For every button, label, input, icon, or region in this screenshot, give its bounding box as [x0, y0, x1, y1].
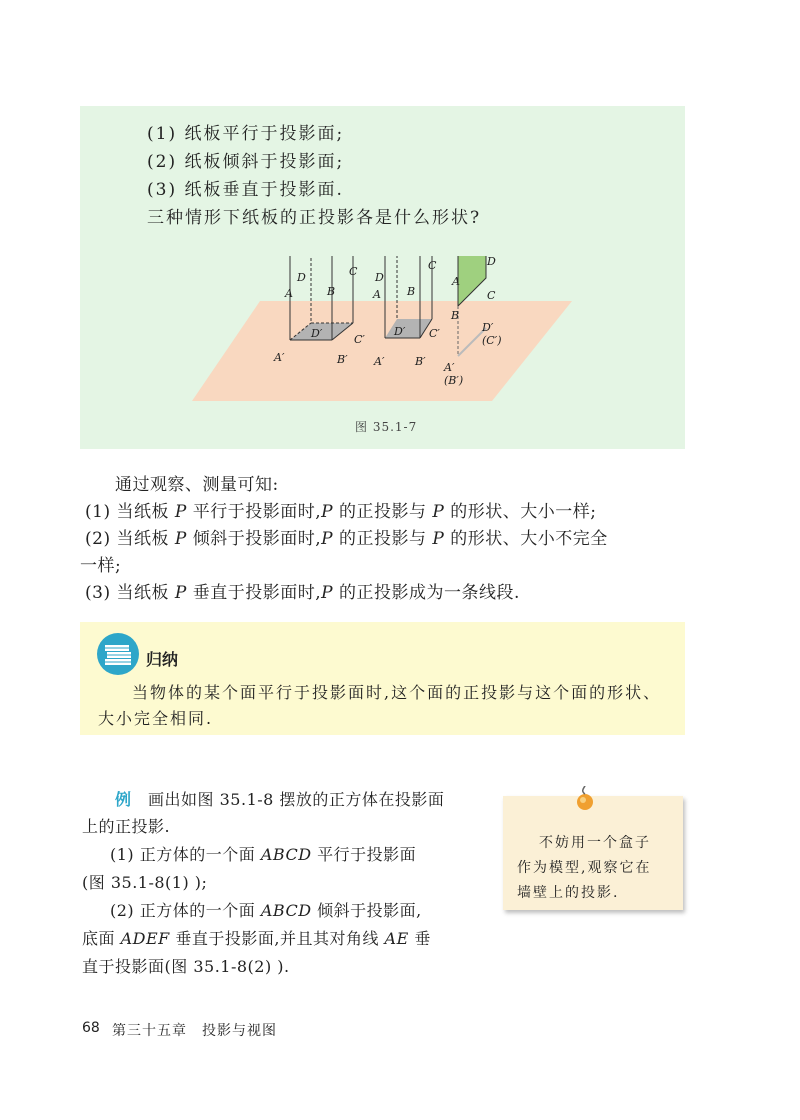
label-p3-B: B [451, 309, 460, 322]
observation-line-1: (1) 当纸板 P 平行于投影面时,P 的正投影与 P 的形状、大小一样; [85, 502, 597, 522]
activity-box [80, 106, 685, 449]
label-c2-C: C [428, 259, 437, 272]
activity-item-1: (1) 纸板平行于投影面; [147, 124, 345, 144]
summary-line-2: 大小完全相同. [98, 709, 214, 728]
observation-line-3: (3) 当纸板 P 垂直于投影面时,P 的正投影成为一条线段. [85, 583, 520, 603]
example-line-2: 上的正投影. [82, 817, 171, 836]
label-c2-A1: A′ [374, 355, 385, 368]
pushpin-icon [573, 786, 597, 814]
note-line-3: 墙壁上的投影. [517, 885, 620, 901]
label-c2-D: D [375, 271, 384, 284]
note-line-1: 不妨用一个盒子 [539, 835, 651, 851]
label-c2-C1: C′ [429, 327, 440, 340]
figure-caption: 图 35.1-7 [355, 420, 418, 434]
projection-plane [192, 301, 572, 401]
example-line-7: 直于投影面(图 35.1-8(2) ). [82, 957, 290, 976]
example-line-6: 底面 ADEF 垂直于投影面,并且其对角线 AE 垂 [82, 929, 431, 948]
book-stack-icon [96, 632, 140, 676]
label-c1-B: B [327, 285, 336, 298]
example-line-3: (1) 正方体的一个面 ABCD 平行于投影面 [110, 845, 417, 864]
example-line-5: (2) 正方体的一个面 ABCD 倾斜于投影面, [110, 901, 422, 920]
note-line-2: 作为模型,观察它在 [517, 860, 652, 876]
label-c1-D1: D′ [311, 327, 323, 340]
plate-3 [458, 256, 486, 306]
activity-item-2: (2) 纸板倾斜于投影面; [147, 152, 345, 172]
observation-line-2-cont: 一样; [80, 556, 122, 576]
label-c1-B1: B′ [337, 353, 348, 366]
label-c1-D: D [297, 271, 306, 284]
summary-box [80, 622, 685, 735]
observation-intro: 通过观察、测量可知: [115, 475, 279, 495]
example-label: 例 [115, 790, 132, 809]
label-p3-C: C [487, 289, 496, 302]
example-line-4: (图 35.1-8(1) ); [82, 873, 208, 892]
label-c1-C: C [349, 265, 358, 278]
label-c2-B: B [407, 285, 416, 298]
observation-line-2: (2) 当纸板 P 倾斜于投影面时,P 的正投影与 P 的形状、大小不完全 [85, 529, 608, 549]
note-card [503, 796, 683, 910]
summary-line-1: 当物体的某个面平行于投影面时,这个面的正投影与这个面的形状、 [132, 683, 662, 702]
label-c1-A: A [285, 287, 293, 300]
example-line-1: 例 画出如图 35.1-8 摆放的正方体在投影面 [115, 790, 445, 809]
activity-item-3: (3) 纸板垂直于投影面. [147, 180, 344, 200]
label-p3-AB: A′(B′) [444, 361, 464, 387]
summary-title: 归纳 [146, 650, 179, 669]
label-p3-A: A [452, 275, 460, 288]
label-c1-C1: C′ [354, 333, 365, 346]
chapter-title: 第三十五章 投影与视图 [112, 1023, 277, 1039]
label-p3-DC: D′(C′) [482, 321, 502, 347]
label-c2-D1: D′ [394, 325, 406, 338]
label-c2-A: A [373, 288, 381, 301]
label-c2-B1: B′ [415, 355, 426, 368]
label-p3-D: D [487, 255, 496, 268]
label-c1-A1: A′ [274, 351, 285, 364]
page-number: 68 [82, 1020, 100, 1036]
activity-question: 三种情形下纸板的正投影各是什么形状? [147, 208, 482, 228]
